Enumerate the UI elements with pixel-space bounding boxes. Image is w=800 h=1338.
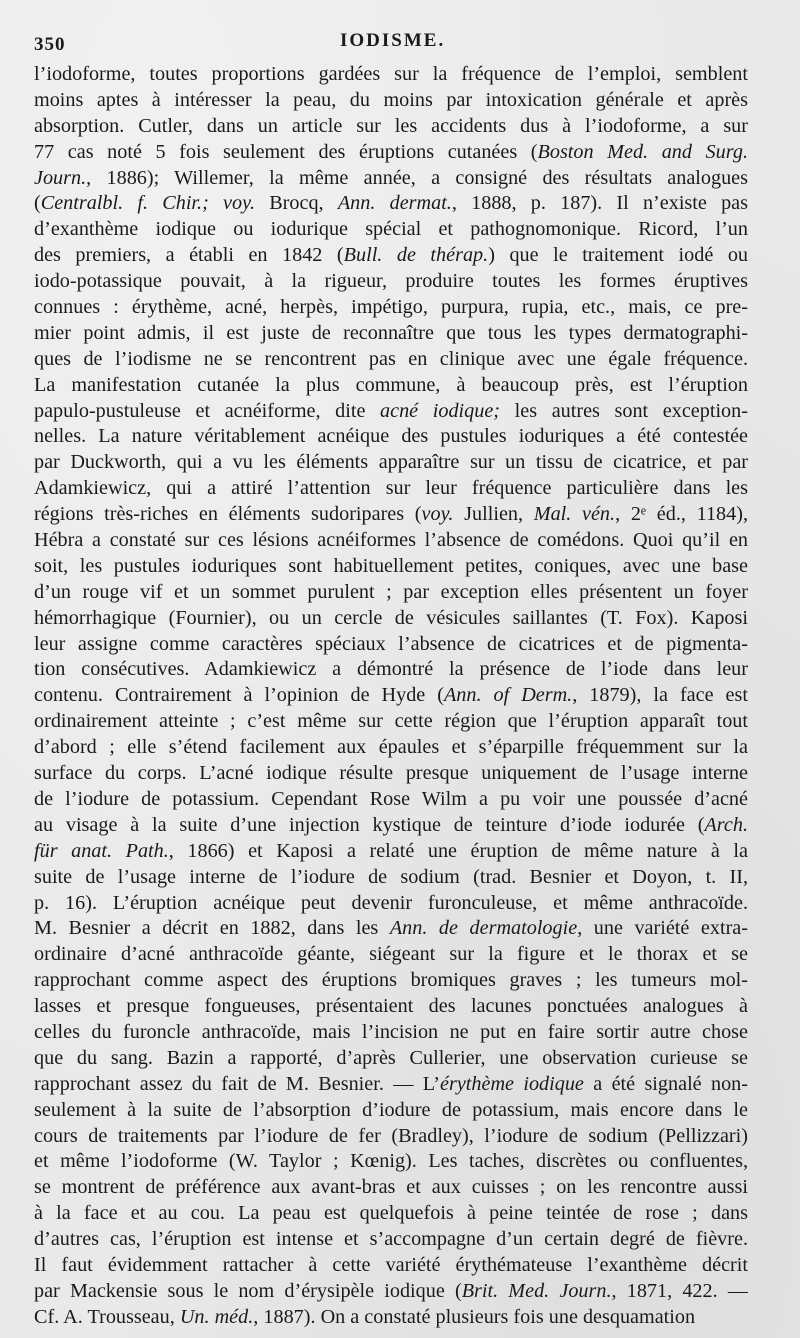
text-segment: absorption. Cutler, dans un article sur les accidents dus à l’iodoforme, a sur	[34, 114, 748, 137]
text-line	[34, 994, 748, 1020]
text-segment: papulo-pustuleuse et acnéiforme, dite	[34, 399, 381, 422]
text-segment: mier point admis, il est juste de reconnaître que tous les types dermatographi-	[34, 321, 748, 344]
text-line	[34, 191, 748, 217]
text-line	[34, 476, 748, 502]
text-segment: par Mackensie sous le nom d’érysipèle iodique (	[34, 1279, 462, 1302]
italic-segment: Mal. vén.	[533, 503, 616, 526]
italic-segment: acné iodique;	[380, 399, 501, 422]
text-line	[34, 632, 748, 658]
text-line	[34, 217, 748, 243]
text-line	[34, 88, 748, 114]
italic-segment: Un. méd.	[179, 1305, 254, 1328]
italic-segment: Ann. of Derm.	[443, 684, 573, 707]
body-text	[34, 62, 748, 1331]
text-line	[34, 657, 748, 683]
text-line	[34, 1020, 748, 1046]
text-line	[34, 1227, 748, 1253]
text-line	[34, 243, 748, 269]
text-segment: (	[34, 192, 41, 215]
italic-segment: Ann. dermat.	[337, 192, 452, 215]
text-segment: iodo-potassique pouvait, à la rigueur, produire toutes les formes éruptives	[34, 270, 748, 293]
text-segment: d’abord ; elle s’étend facilement aux épaules et s’éparpille fréquemment sur la	[34, 736, 748, 759]
italic-segment: für anat. Path.	[34, 839, 169, 862]
text-line	[34, 1098, 748, 1124]
text-segment: rapprochant comme aspect des éruptions bromiques graves ; les tumeurs mol-	[34, 969, 748, 992]
text-line	[34, 865, 748, 891]
italic-segment: Ann. de dermatologie	[389, 917, 578, 940]
text-line	[34, 735, 748, 761]
text-line	[34, 450, 748, 476]
text-line	[34, 1072, 748, 1098]
text-segment: , 2ᵉ éd., 1184),	[615, 503, 748, 526]
text-segment: les autres sont exception-	[500, 399, 748, 422]
text-segment: , 1866) et Kaposi a relaté une éruption de même nature à la	[168, 839, 748, 862]
text-segment: ordinaire d’acné anthracoïde géante, siégeant sur la figure et le thorax et se	[34, 943, 748, 966]
text-line	[34, 683, 748, 709]
text-line	[34, 528, 748, 554]
text-segment: d’un rouge vif et un sommet purulent ; par exception elles présentent un foyer	[34, 580, 748, 603]
text-segment: Jullien,	[453, 503, 534, 526]
italic-segment: érythème iodique	[440, 1072, 584, 1095]
page-number: 350	[34, 34, 66, 55]
text-line	[34, 502, 748, 528]
text-segment: soit, les pustules ioduriques sont habituellement petites, coniques, avec une base	[34, 554, 748, 577]
text-line	[34, 554, 748, 580]
text-line	[34, 1149, 748, 1175]
text-line	[34, 787, 748, 813]
italic-segment: voy.	[421, 503, 454, 526]
text-segment: nelles. La nature véritablement acnéique des pustules ioduriques a été contestée	[34, 425, 748, 448]
text-line	[34, 1175, 748, 1201]
text-segment: Cf. A. Trousseau,	[34, 1305, 180, 1328]
text-segment: se montrent de préférence aux avant-bras et aux cuisses ; on les rencontre aussi	[34, 1176, 748, 1199]
text-line	[34, 140, 748, 166]
italic-segment: Brit. Med. Journ.	[461, 1279, 612, 1302]
text-segment: , une variété extra-	[577, 917, 748, 940]
text-segment: , 1886); Willemer, la même année, a consigné des résultats analogues	[86, 166, 748, 189]
text-line	[34, 166, 748, 192]
text-line	[34, 891, 748, 917]
text-segment: Il faut évidemment rattacher à cette variété érythémateuse l’exanthème décrit	[34, 1253, 748, 1276]
text-segment: des premiers, a établi en 1842 (	[34, 244, 344, 267]
text-segment: de l’iodure de potassium. Cependant Rose Wilm a pu voir une poussée d’acné	[34, 787, 748, 810]
text-segment: d’exanthème iodique ou iodurique spécial et pathognomonique. Ricord, l’un	[34, 218, 748, 241]
text-segment: tion consécutives. Adamkiewicz a démontré la présence de l’iode dans leur	[34, 658, 748, 681]
text-segment: et même l’iodoforme (W. Taylor ; Kœnig). Les taches, discrètes ou confluentes,	[34, 1150, 748, 1173]
text-line	[34, 295, 748, 321]
text-line	[34, 1305, 748, 1331]
text-line	[34, 269, 748, 295]
running-head	[34, 28, 748, 58]
text-segment: ques de l’iodisme ne se rencontrent pas en clinique avec une égale fréquence.	[34, 347, 748, 370]
text-segment: que du sang. Bazin a rapporté, d’après Cullerier, une observation curieuse se	[34, 1046, 748, 1069]
text-line	[34, 968, 748, 994]
text-line	[34, 942, 748, 968]
text-segment: La manifestation cutanée la plus commune, à beaucoup près, est l’éruption	[34, 373, 748, 396]
text-line	[34, 347, 748, 373]
text-segment: a été signalé non-	[583, 1072, 748, 1095]
text-line	[34, 373, 748, 399]
text-line	[34, 839, 748, 865]
text-segment: ) que le traitement iodé ou	[488, 244, 748, 267]
italic-segment: Arch.	[704, 813, 748, 836]
text-line	[34, 709, 748, 735]
text-segment: d’autres cas, l’éruption est intense et s’accompagne d’un certain degré de fièvre.	[34, 1228, 748, 1251]
text-line	[34, 1279, 748, 1305]
running-title: IODISME.	[340, 30, 446, 51]
text-line	[34, 1253, 748, 1279]
text-segment: p. 16). L’éruption acnéique peut devenir furonculeuse, et même anthracoïde.	[34, 891, 748, 914]
text-segment: par Duckworth, qui a vu les éléments apparaître sur un tissu de cicatrice, et par	[34, 451, 748, 474]
text-segment: , 1887). On a constaté plusieurs fois une desquamation	[253, 1305, 696, 1328]
text-segment: Brocq,	[255, 192, 338, 215]
text-segment: M. Besnier a décrit en 1882, dans les	[34, 917, 390, 940]
text-line	[34, 606, 748, 632]
text-segment: cours de traitements par l’iodure de fer (Bradley), l’iodure de sodium (Pellizzari)	[34, 1124, 748, 1147]
text-segment: suite de l’usage interne de l’iodure de sodium (trad. Besnier et Doyon, t. II,	[34, 865, 748, 888]
text-segment: , 1888, p. 187). Il n’existe pas	[451, 192, 748, 215]
text-segment: ordinairement atteinte ; c’est même sur cette région que l’éruption apparaît tout	[34, 710, 748, 733]
text-line	[34, 1201, 748, 1227]
text-segment: régions très-riches en éléments sudoripares (	[34, 503, 422, 526]
text-line	[34, 761, 748, 787]
text-line	[34, 1046, 748, 1072]
italic-segment: Journ.	[34, 166, 87, 189]
text-segment: celles du furoncle anthracoïde, mais l’incision ne put en faire sortir autre chose	[34, 1020, 748, 1043]
text-line	[34, 1124, 748, 1150]
text-line	[34, 916, 748, 942]
text-segment: contenu. Contrairement à l’opinion de Hyde (	[34, 684, 444, 707]
text-line	[34, 813, 748, 839]
text-segment: Adamkiewicz, qui a attiré l’attention sur leur fréquence particulière dans les	[34, 477, 748, 500]
italic-segment: Centralbl. f. Chir.; voy.	[40, 192, 255, 215]
text-segment: au visage à la suite d’une injection kystique de teinture d’iode iodurée (	[34, 813, 705, 836]
text-segment: hémorrhagique (Fournier), ou un cercle de vésicules saillantes (T. Fox). Kaposi	[34, 606, 748, 629]
text-segment: 77 cas noté 5 fois seulement des éruptions cutanées (	[34, 140, 538, 163]
text-line	[34, 399, 748, 425]
text-line	[34, 580, 748, 606]
text-segment: connues : érythème, acné, herpès, impétigo, purpura, rupia, etc., mais, ce pre-	[34, 296, 748, 319]
text-segment: , 1879), la face est	[572, 684, 748, 707]
text-segment: , 1871, 422. —	[611, 1279, 748, 1302]
text-segment: surface du corps. L’acné iodique résulte presque uniquement de l’usage interne	[34, 762, 748, 785]
text-segment: l’iodoforme, toutes proportions gardées sur la fréquence de l’emploi, semblent	[34, 63, 748, 85]
text-line	[34, 321, 748, 347]
text-line	[34, 114, 748, 140]
italic-segment: Bull. de thérap.	[343, 244, 489, 267]
text-segment: leur assigne comme caractères spéciaux l’absence de cicatrices et de pigmenta-	[34, 632, 748, 655]
text-line	[34, 424, 748, 450]
text-line	[34, 62, 748, 88]
text-segment: à la face et au cou. La peau est quelquefois à peine teintée de rose ; dans	[34, 1202, 748, 1225]
text-segment: rapprochant assez du fait de M. Besnier. — L’	[34, 1072, 440, 1095]
text-segment: moins aptes à intéresser la peau, du moins par intoxication générale et après	[34, 88, 748, 111]
text-segment: lasses et presque fongueuses, présentaient des lacunes ponctuées analogues à	[34, 995, 748, 1018]
italic-segment: Boston Med. and Surg.	[537, 140, 748, 163]
text-segment: Hébra a constaté sur ces lésions acnéiformes l’absence de comédons. Quoi qu’il en	[34, 529, 748, 552]
text-segment: seulement à la suite de l’absorption d’iodure de potassium, mais encore dans le	[34, 1098, 748, 1121]
